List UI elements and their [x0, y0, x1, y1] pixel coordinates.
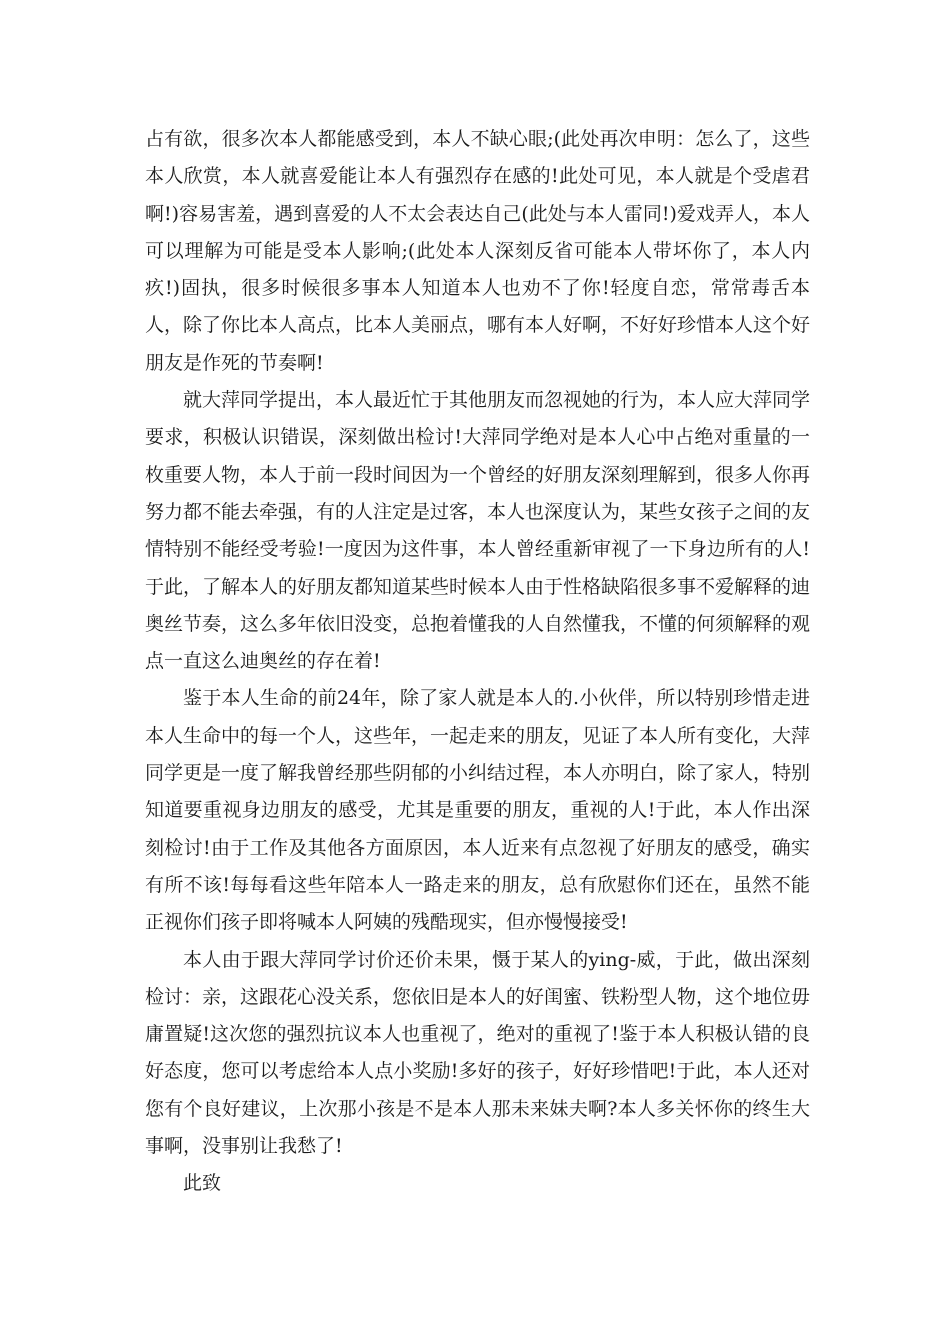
- paragraph-2: 就大萍同学提出，本人最近忙于其他朋友而忽视她的行为，本人应大萍同学要求，积极认识错误，深刻做出检讨!大萍同学绝对是本人心中占绝对重量的一枚重要人物，本人于前一段时间因为一个曾经的好朋友深刻理解到，很多人你再努力都不能去牵强，有的人注定是过客，本人也深度认为，某些女孩子之间的友情特别不能经受考验!一度因为这件事，本人曾经重新审视了一下身边所有的人!于此，了解本人的好朋友都知道某些时候本人由于性格缺陷很多事不爱解释的迪奥丝节奏，这么多年依旧没变，总抱着懂我的人自然懂我，不懂的何须解释的观点一直这么迪奥丝的存在着!: [145, 389, 811, 673]
- paragraph-4: 本人由于跟大萍同学讨价还价未果，慑于某人的ying-威，于此，做出深刻检讨：亲，这跟花心没关系，您依旧是本人的好闺蜜、铁粉型人物，这个地位毋庸置疑!这次您的强烈抗议本人也重视了，绝对的重视了!鉴于本人积极认错的良好态度，您可以考虑给本人点小奖励!多好的孩子，好好珍惜吧!于此，本人还对您有个良好建议，上次那小孩是不是本人那未来妹夫啊?本人多关怀你的终生大事啊，没事别让我愁了!: [145, 948, 811, 1158]
- closing-salutation: 此致: [183, 1172, 222, 1195]
- paragraph-1: 占有欲，很多次本人都能感受到，本人不缺心眼;(此处再次申明：怎么了，这些本人欣赏，本人就喜爱能让本人有强烈存在感的!此处可见，本人就是个受虐君啊!)容易害羞，遇到喜爱的人不太会表达自己(此处与本人雷同!)爱戏弄人，本人可以理解为可能是受本人影响;(此处本人深刻反省可能本人带坏你了，本人内疚!)固执，很多时候很多事本人知道本人也劝不了你!轻度自恋，常常毒舌本人，除了你比本人高点，比本人美丽点，哪有本人好啊，不好好珍惜本人这个好朋友是作死的节奏啊!: [145, 128, 811, 374]
- paragraph-3: 鉴于本人生命的前24年，除了家人就是本人的.小伙伴，所以特别珍惜走进本人生命中的每一个人，这些年，一起走来的朋友，见证了本人所有变化，大萍同学更是一度了解我曾经那些阴郁的小纠结过程，本人亦明白，除了家人，特别知道要重视身边朋友的感受，尤其是重要的朋友，重视的人!于此，本人作出深刻检讨!由于工作及其他各方面原因，本人近来有点忽视了好朋友的感受，确实有所不该!每每看这些年陪本人一路走来的朋友，总有欣慰你们还在，虽然不能正视你们孩子即将喊本人阿姨的残酷现实，但亦慢慢接受!: [145, 687, 811, 934]
